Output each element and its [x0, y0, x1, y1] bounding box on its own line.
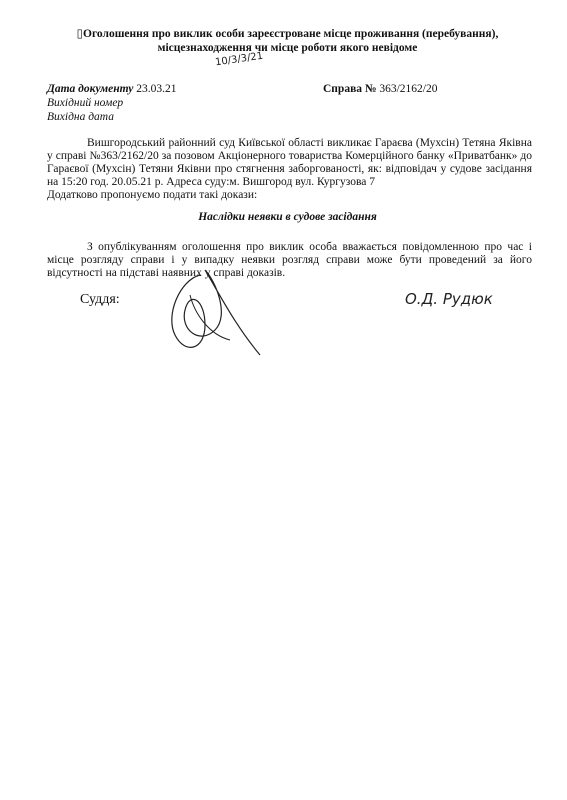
case-number	[323, 82, 437, 96]
case-value: 363/2162/20	[379, 83, 438, 95]
signature-scribble	[160, 255, 270, 360]
doc-date-value: 23.03.21	[136, 83, 177, 95]
outgoing-date-label: Вихідна дата	[47, 111, 114, 123]
summons-paragraph: Вишгородський районний суд Київської області викликає Гараєва (Мухсін) Тетяна Яківна у справі №363/2162/20 за позовом Акціонерного товариства Комерційного банку «Приватбанк» до Гараєвої (Мухсін) Тетяни Яківни про стягнення заборгованості, як: відповідач у судове засідання на 15:20 год. 20.05.21 р. Адреса суду:м. Вишгород вул. Кургузова 7	[47, 137, 532, 188]
consequences-paragraph: З опублікуванням оголошення про виклик особа вважається повідомленною про час і місце розгляду справи і у випадку неявки розгляд справи може бути проведений за його відсутності на підставі наявних у справі доказів.	[47, 241, 532, 279]
handwritten-date: 10/3/3/21	[214, 50, 264, 69]
title-line-2: місцезнаходження чи місце роботи якого невідоме	[157, 42, 418, 54]
document-title	[40, 27, 535, 55]
doc-date-label: Дата документу	[47, 83, 134, 95]
judge-name-handwritten: О.Д. Рудюк	[405, 290, 493, 308]
checkbox-glyph: ▯	[76, 28, 84, 40]
section-title: Наслідки неявки в судове засідання	[198, 211, 377, 223]
evidence-paragraph: Додатково пропонуємо подати такі докази:	[47, 189, 258, 201]
document-meta	[47, 82, 177, 124]
judge-label: Суддя:	[80, 292, 120, 307]
title-line-1: ▯Оголошення про виклик особи зареєстроване місце проживання (перебування),	[76, 28, 499, 40]
outgoing-number-label: Вихідний номер	[47, 97, 124, 109]
case-label: Справа №	[323, 83, 377, 95]
